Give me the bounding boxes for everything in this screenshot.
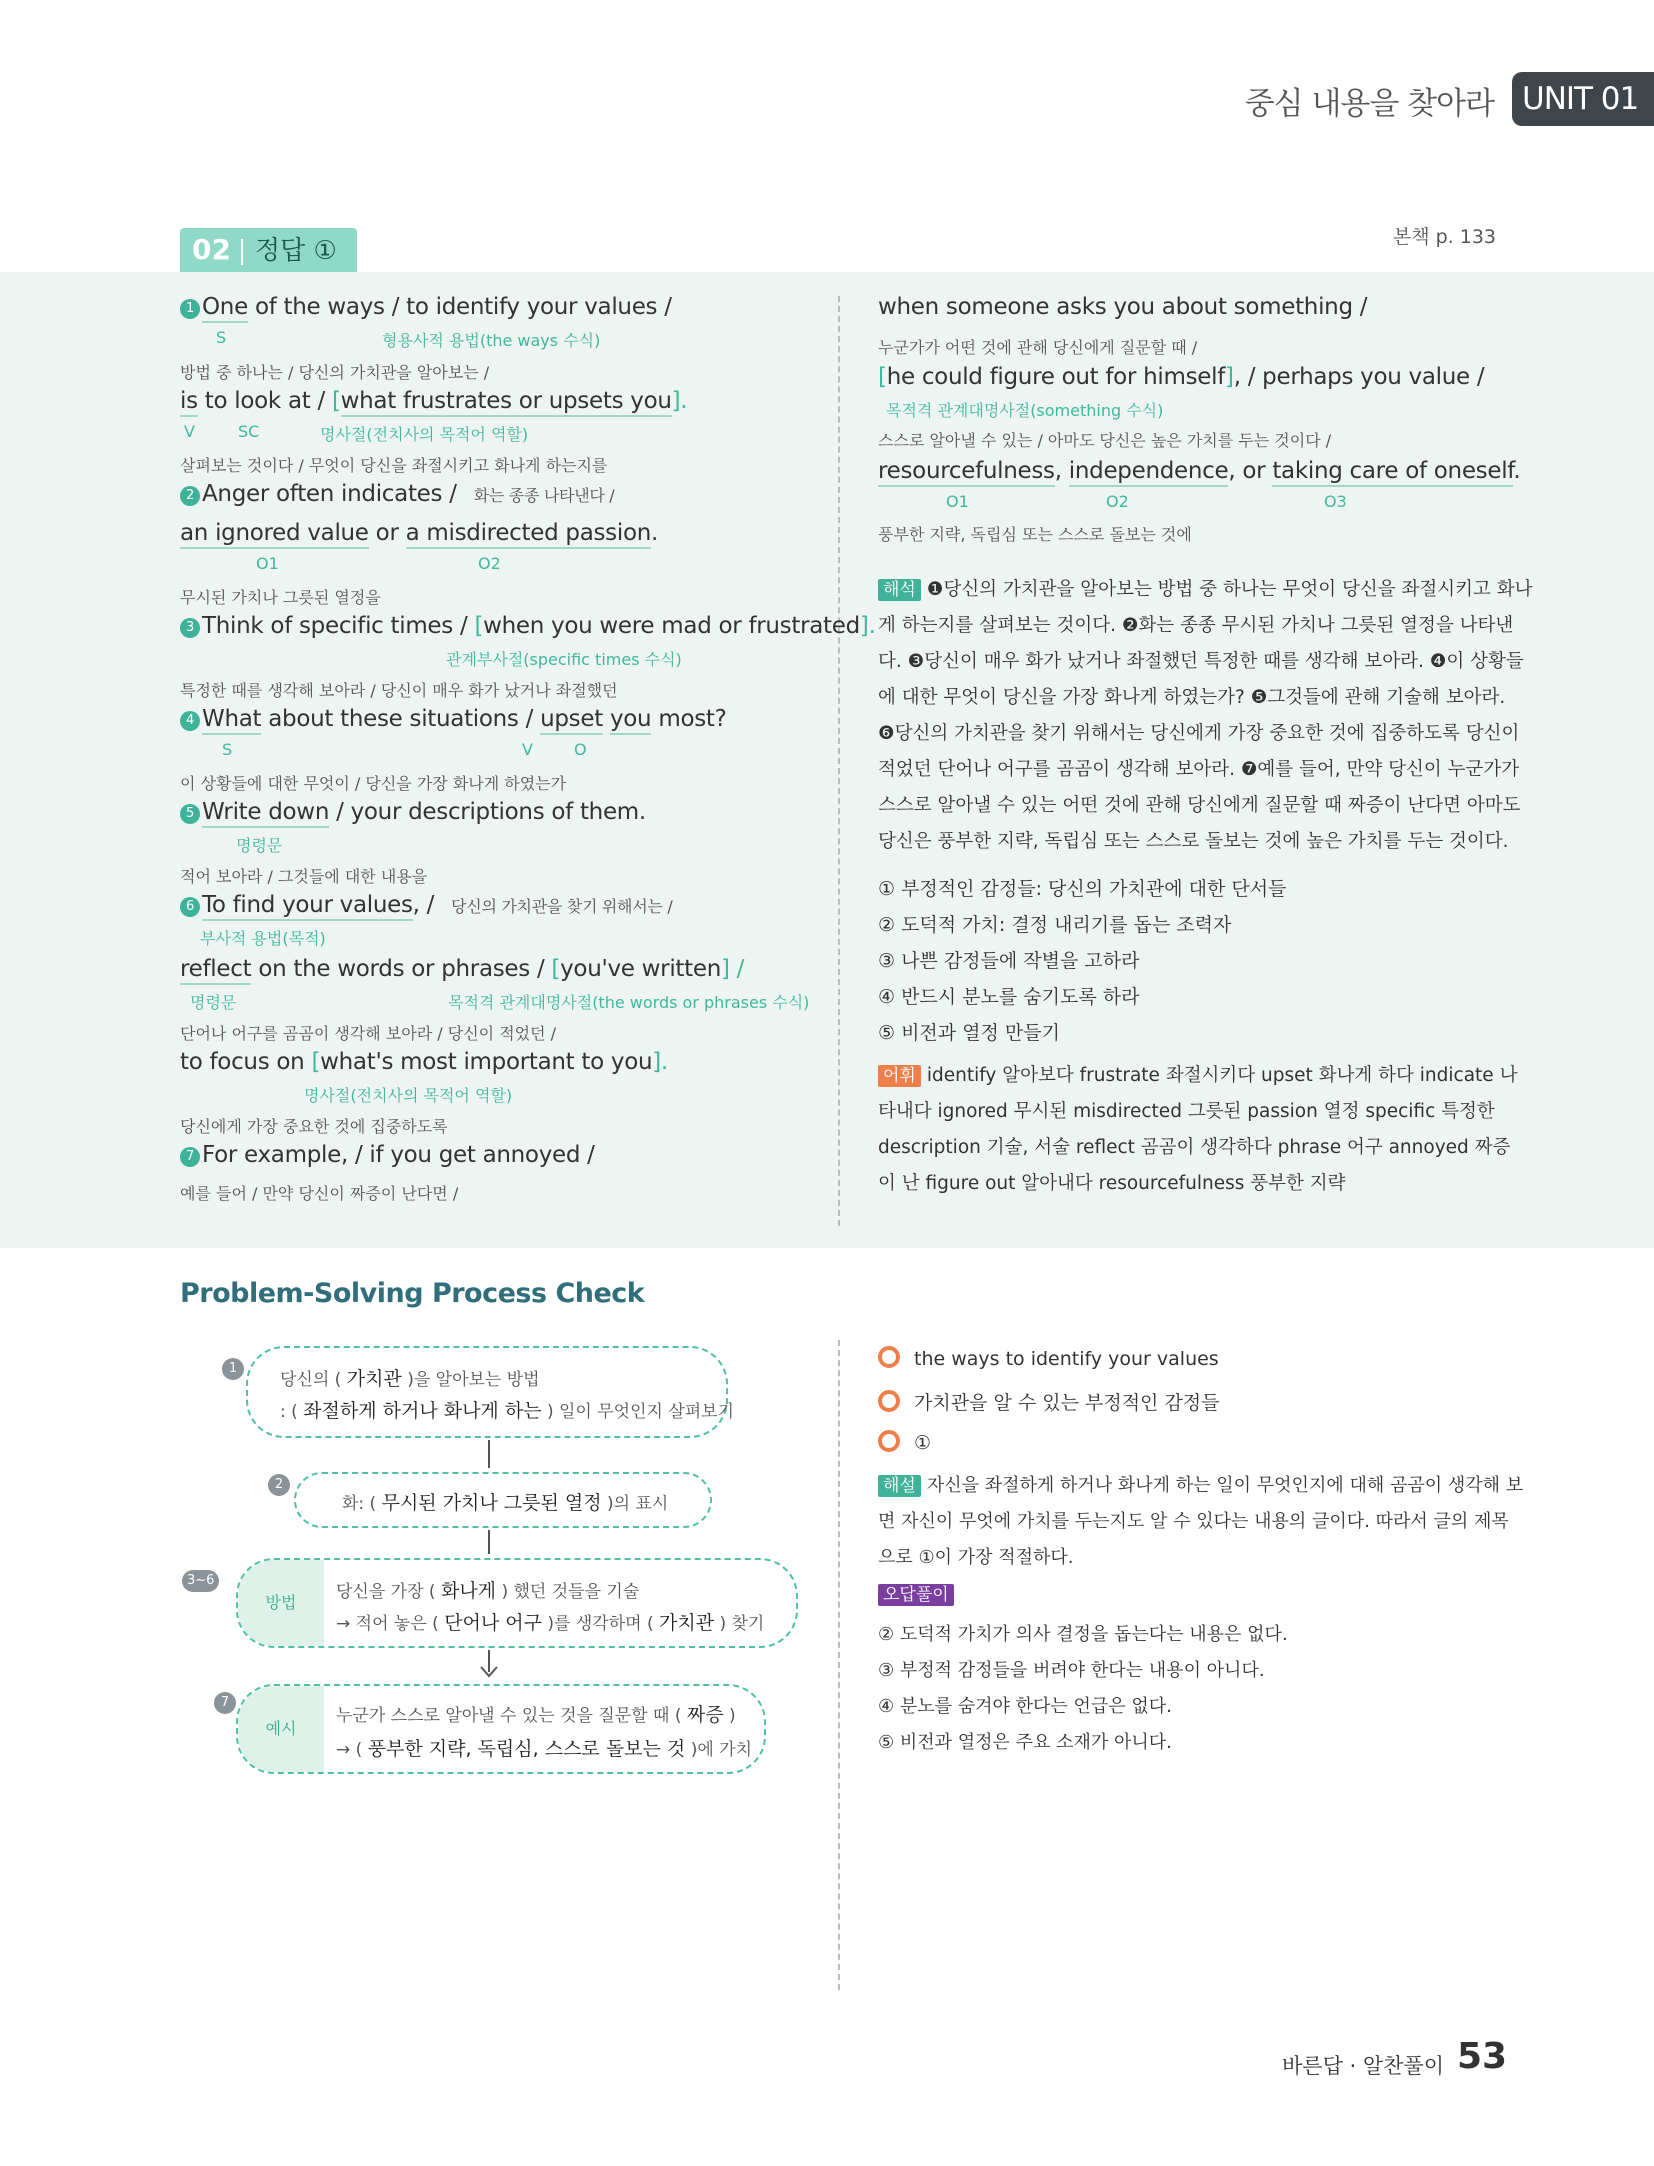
bracket: ]. xyxy=(859,613,876,639)
step-number-badge: 3~6 xyxy=(182,1570,219,1592)
bracket: [ xyxy=(331,388,341,414)
object-underline: you xyxy=(610,706,651,735)
grammar-note: 목적격 관계대명사절(the words or phrases 수식) xyxy=(448,993,810,1012)
space xyxy=(603,706,610,732)
sentence-4 xyxy=(180,706,727,732)
korean-gloss-inline: 화는 종종 나타낸다 / xyxy=(473,486,615,505)
flow-text: )에 가치 xyxy=(690,1740,752,1760)
sentence-number-badge: 5 xyxy=(180,804,200,824)
answer-option-5: ⑤ 비전과 열정 만들기 xyxy=(878,1022,1060,1044)
object-underline: a misdirected passion xyxy=(406,520,651,549)
sentence-6 xyxy=(180,892,672,918)
sentence-text: you've written xyxy=(560,956,721,982)
sentence-text: what's most important to you xyxy=(320,1049,653,1075)
answer-tab xyxy=(180,228,357,272)
subject-underline: One xyxy=(202,294,248,323)
vocab-tag: 어휘 xyxy=(878,1065,921,1087)
verb-underline: reflect xyxy=(180,956,251,985)
vocab-line: 이 난 figure out 알아내다 resourcefulness 풍부한 지략 xyxy=(878,1173,1346,1194)
sentence-number-badge: 2 xyxy=(180,486,200,506)
flow-step-3-line-2 xyxy=(336,1608,764,1635)
vocabulary-block xyxy=(878,1058,1654,1202)
grammar-note: 명령문 xyxy=(236,836,283,855)
sentence-text: , / xyxy=(412,892,435,918)
wrong-answer-note-4: ⑤ 비전과 열정은 주요 소재가 아니다. xyxy=(878,1732,1172,1753)
grammar-note: S xyxy=(222,740,233,759)
sentence-number-badge: 3 xyxy=(180,618,200,638)
circle-bullet-icon xyxy=(878,1390,900,1412)
sentence-text: . xyxy=(1513,458,1521,484)
flow-step-3-line-1 xyxy=(336,1576,639,1603)
flow-text: ) 일이 무엇인지 살펴보기 xyxy=(546,1402,735,1422)
sentence-7-clause xyxy=(878,364,1484,390)
translation-line: 적었던 단어나 어구를 곰곰이 생각해 보아라. ❼예를 들어, 만약 당신이 누군가가 xyxy=(878,759,1520,780)
wrong-answer-note-1: ② 도덕적 가치가 의사 결정을 돕는다는 내용은 없다. xyxy=(878,1624,1288,1645)
grammar-note: O2 xyxy=(478,554,501,573)
sentence-2 xyxy=(180,481,614,507)
korean-gloss: 단어나 어구를 곰곰이 생각해 보아라 / 당신이 적었던 / xyxy=(180,1024,557,1043)
sentence-text: Think of specific times / xyxy=(202,613,475,639)
vocab-line: description 기술, 서술 reflect 곰곰이 생각하다 phrase 어구 annoyed 짜증 xyxy=(878,1137,1511,1158)
grammar-note: 목적격 관계대명사절(something 수식) xyxy=(886,401,1164,420)
sentence-number-badge: 6 xyxy=(180,897,200,917)
grammar-note: V xyxy=(522,740,533,759)
flow-text: 당신을 가장 ( xyxy=(336,1582,436,1602)
answer-option-1: ① 부정적인 감정들: 당신의 가치관에 대한 단서들 xyxy=(878,878,1287,900)
sentence-text: he could figure out for himself xyxy=(886,364,1226,390)
flow-answer: 좌절하게 하거나 화나게 하는 xyxy=(303,1400,542,1422)
bracket: ]. xyxy=(671,388,688,414)
korean-gloss: 방법 중 하나는 / 당신의 가치관을 알아보는 / xyxy=(180,363,490,382)
verb-underline: upset xyxy=(540,706,603,735)
translation-line: 다. ❸당신이 매우 화가 났거나 좌절했던 특정한 때를 생각해 보아라. ❹이 상황들 xyxy=(878,651,1524,672)
explanation-line: 면 자신이 무엇에 가치를 두는지도 알 수 있다는 내용의 글이다. 따라서 글의 제목 xyxy=(878,1511,1509,1532)
grammar-note: SC xyxy=(238,422,260,441)
wrong-answer-note-2: ③ 부정적 감정들을 버려야 한다는 내용이 아니다. xyxy=(878,1660,1265,1681)
translation-line xyxy=(878,572,1654,608)
grammar-note: 명사절(전치사의 목적어 역할) xyxy=(320,425,529,444)
phrase-underline: To find your values xyxy=(202,892,413,921)
grammar-note: V xyxy=(184,422,195,441)
unit-badge: UNIT 01 xyxy=(1512,72,1654,126)
grammar-note: O2 xyxy=(1106,492,1129,511)
chapter-title: 중심 내용을 찾아라 xyxy=(1244,86,1494,122)
translation-line: 에 대한 무엇이 당신을 가장 화나게 하였는가? ❺그것들에 관해 기술해 보아라. xyxy=(878,687,1506,708)
grammar-note: O xyxy=(574,740,587,759)
sentence-1 xyxy=(180,294,672,320)
sentence-text: or xyxy=(368,520,406,546)
page-reference: 본책 p. 133 xyxy=(1392,226,1496,248)
bracket: [ xyxy=(878,364,887,390)
flow-step-2-line xyxy=(342,1488,668,1515)
tab-divider xyxy=(241,239,243,265)
explanation-block xyxy=(878,1468,1654,1576)
korean-gloss: 특정한 때를 생각해 보아라 / 당신이 매우 화가 났거나 좌절했던 xyxy=(180,681,618,700)
korean-gloss: 무시된 가치나 그릇된 열정을 xyxy=(180,588,381,607)
sentence-number-badge: 7 xyxy=(180,1147,200,1167)
bracket: ]. xyxy=(652,1049,668,1075)
sentence-6-end xyxy=(180,1049,668,1075)
grammar-note: O1 xyxy=(256,554,279,573)
sentence-number-badge: 1 xyxy=(180,299,200,319)
grammar-note: 관계부사절(specific times 수식) xyxy=(446,650,682,669)
circle-bullet-icon xyxy=(878,1430,900,1452)
explanation-line xyxy=(878,1468,1654,1504)
flow-text: )를 생각하며 ( xyxy=(547,1614,654,1634)
wrong-answer-note-3: ④ 분노를 숨겨야 한다는 언급은 없다. xyxy=(878,1696,1172,1717)
translation-line: 스스로 알아낼 수 있는 어떤 것에 관해 당신에게 질문할 때 짜증이 난다면 아마도 xyxy=(878,795,1521,816)
korean-gloss: 적어 보아라 / 그것들에 대한 내용을 xyxy=(180,867,428,886)
check-item-1 xyxy=(878,1346,1219,1370)
flow-connector xyxy=(488,1530,490,1554)
flow-text: → ( xyxy=(336,1740,363,1760)
grammar-note: 명사절(전치사의 목적어 역할) xyxy=(304,1086,513,1105)
korean-gloss: 예를 들어 / 만약 당신이 짜증이 난다면 / xyxy=(180,1184,459,1203)
question-number: 02 xyxy=(192,233,231,266)
answer-label: 정답 ① xyxy=(254,236,337,266)
flow-text: )을 알아보는 방법 xyxy=(407,1370,540,1390)
flow-step-1-line-2 xyxy=(280,1396,734,1423)
sentence-text: / your descriptions of them. xyxy=(329,799,646,825)
object-underline: independence xyxy=(1069,458,1229,487)
circle-bullet-icon xyxy=(878,1346,900,1368)
sentence-text: to focus on xyxy=(180,1049,312,1075)
translation-tag: 해석 xyxy=(878,579,921,601)
korean-gloss: 누군가가 어떤 것에 관해 당신에게 질문할 때 / xyxy=(878,338,1198,357)
sentence-7-cont: when someone asks you about something / xyxy=(878,294,1368,320)
bracket: ] xyxy=(1225,364,1234,390)
grammar-note: O1 xyxy=(946,492,969,511)
korean-gloss: 이 상황들에 대한 무엇이 / 당신을 가장 화나게 하였는가 xyxy=(180,774,567,793)
explanation-text: 자신을 좌절하게 하거나 화나게 하는 일이 무엇인지에 대해 곰곰이 생각해 보 xyxy=(926,1475,1524,1496)
vocab-text: identify 알아보다 frustrate 좌절시키다 upset 화나게 하다 indicate 나 xyxy=(926,1065,1518,1086)
subject-underline: What xyxy=(202,706,261,735)
flow-step-1 xyxy=(246,1346,728,1438)
column-divider xyxy=(838,296,840,1226)
flow-step-1-line-1 xyxy=(280,1364,540,1391)
sentence-number-badge: 4 xyxy=(180,711,200,731)
flow-answer: 풍부한 지략, 독립심, 스스로 돌보는 것 xyxy=(367,1738,686,1760)
sentence-text: about these situations / xyxy=(261,706,541,732)
flow-text: 화: ( xyxy=(342,1494,377,1514)
sentence-text: For example, / if you get annoyed / xyxy=(202,1142,595,1168)
explanation-line: 으로 ①이 가장 적절하다. xyxy=(878,1547,1074,1568)
wrong-answer-tag-wrap xyxy=(878,1584,960,1606)
flow-answer: 짜증 xyxy=(686,1704,724,1726)
object-underline: an ignored value xyxy=(180,520,369,549)
korean-gloss: 살펴보는 것이다 / 무엇이 당신을 좌절시키고 화나게 하는지를 xyxy=(180,456,608,475)
translation-line: 게 하는지를 살펴보는 것이다. ❷화는 종종 무시된 가치나 그릇된 열정을 나타낸 xyxy=(878,615,1514,636)
grammar-note: S xyxy=(216,328,227,347)
object-underline: resourcefulness xyxy=(878,458,1055,487)
korean-gloss: 풍부한 지략, 독립심 또는 스스로 돌보는 것에 xyxy=(878,525,1192,544)
flow-text: : ( xyxy=(280,1402,298,1422)
section-title: Problem-Solving Process Check xyxy=(180,1278,645,1309)
method-label: 방법 xyxy=(238,1560,324,1646)
flow-text: ) 찾기 xyxy=(719,1614,765,1634)
flow-answer: 화나게 xyxy=(440,1580,497,1602)
object-underline: taking care of oneself xyxy=(1272,458,1513,487)
translation-text: ❶당신의 가치관을 알아보는 방법 중 하나는 무엇이 당신을 좌절시키고 화나 xyxy=(926,579,1533,600)
grammar-note: O3 xyxy=(1324,492,1347,511)
translation-line: 당신은 풍부한 지략, 독립심 또는 스스로 돌보는 것에 높은 가치를 두는 것이다. xyxy=(878,831,1509,852)
answer-option-4: ④ 반드시 분노를 숨기도록 하라 xyxy=(878,986,1140,1008)
grammar-note: 명령문 xyxy=(190,993,237,1012)
korean-gloss: 스스로 알아낼 수 있는 / 아마도 당신은 높은 가치를 두는 것이다 / xyxy=(878,431,1332,450)
sentence-text: , / perhaps you value / xyxy=(1233,364,1485,390)
flow-step-4-line-1 xyxy=(336,1700,736,1727)
sentence-6-cont xyxy=(180,956,744,982)
verb-underline: is xyxy=(180,388,198,417)
bracket: [ xyxy=(551,956,561,982)
flow-answer: 무시된 가치나 그릇된 열정 xyxy=(381,1492,602,1514)
sentence-text: . xyxy=(651,520,659,546)
grammar-note: 형용사적 용법(the ways 수식) xyxy=(382,331,601,350)
bracket: ] / xyxy=(721,956,745,982)
page-number: 53 xyxy=(1457,2036,1508,2077)
clause-underline: what frustrates or upsets you xyxy=(341,388,672,417)
flow-text: )의 표시 xyxy=(607,1494,669,1514)
flow-answer: 단어나 어구 xyxy=(444,1612,542,1634)
vocab-line: 타내다 ignored 무시된 misdirected 그릇된 passion 열정 specific 특정한 xyxy=(878,1101,1495,1122)
sentence-text: , xyxy=(1054,458,1069,484)
sentence-7 xyxy=(180,1142,595,1168)
check-text: the ways to identify your values xyxy=(914,1348,1219,1370)
arrow-down-icon xyxy=(480,1666,498,1678)
flow-text: → 적어 놓은 ( xyxy=(336,1614,439,1634)
check-text: 가치관을 알 수 있는 부정적인 감정들 xyxy=(914,1392,1220,1414)
sentence-5 xyxy=(180,799,646,825)
bracket: [ xyxy=(311,1049,321,1075)
sentence-2-cont xyxy=(180,520,658,546)
translation-block xyxy=(878,572,1654,860)
flow-answer: 가치관 xyxy=(346,1368,402,1390)
answer-option-3: ③ 나쁜 감정들에 작별을 고하라 xyxy=(878,950,1140,972)
step-number-badge: 2 xyxy=(268,1474,290,1496)
translation-line: ❻당신의 가치관을 찾기 위해서는 당신에게 가장 중요한 것에 집중하도록 당신이 xyxy=(878,723,1520,744)
step-number-badge: 7 xyxy=(214,1692,236,1714)
sentence-1-cont xyxy=(180,388,687,414)
check-item-2 xyxy=(878,1388,1220,1415)
flow-step-4-line-2 xyxy=(336,1734,752,1761)
sentence-text: to look at / xyxy=(197,388,332,414)
column-divider xyxy=(838,1340,840,1990)
flow-answer: 가치관 xyxy=(659,1612,715,1634)
flow-connector xyxy=(488,1440,490,1468)
flow-text: ) xyxy=(729,1706,736,1726)
bracket: [ xyxy=(474,613,484,639)
footer-book-title: 바른답 · 알찬풀이 xyxy=(1282,2054,1445,2078)
sentence-text: of the ways / to identify your values / xyxy=(247,294,672,320)
sentence-7-end xyxy=(878,458,1520,484)
sentence-3 xyxy=(180,613,876,639)
check-item-3 xyxy=(878,1430,931,1454)
wrong-answer-tag: 오답풀이 xyxy=(878,1584,954,1606)
sentence-text: most? xyxy=(651,706,727,732)
sentence-text: when you were mad or frustrated xyxy=(483,613,860,639)
flow-text: ) 했던 것들을 기술 xyxy=(501,1582,640,1602)
vocab-line xyxy=(878,1058,1654,1094)
answer-option-2: ② 도덕적 가치: 결정 내리기를 돕는 조력자 xyxy=(878,914,1232,936)
check-text: ① xyxy=(914,1432,932,1454)
flow-text: 당신의 ( xyxy=(280,1370,342,1390)
step-number-badge: 1 xyxy=(222,1358,244,1380)
sentence-text: Anger often indicates / xyxy=(202,481,457,507)
flow-text: 누군가 스스로 알아낼 수 있는 것을 질문할 때 ( xyxy=(336,1706,682,1726)
sentence-text: on the words or phrases / xyxy=(251,956,552,982)
korean-gloss: 당신에게 가장 중요한 것에 집중하도록 xyxy=(180,1117,448,1136)
sentence-text: , or xyxy=(1228,458,1273,484)
verb-underline: Write down xyxy=(202,799,329,828)
grammar-note: 부사적 용법(목적) xyxy=(200,929,326,948)
example-label: 예시 xyxy=(238,1686,324,1772)
korean-gloss-inline: 당신의 가치관을 찾기 위해서는 / xyxy=(451,897,673,916)
explanation-tag: 해설 xyxy=(878,1475,921,1497)
